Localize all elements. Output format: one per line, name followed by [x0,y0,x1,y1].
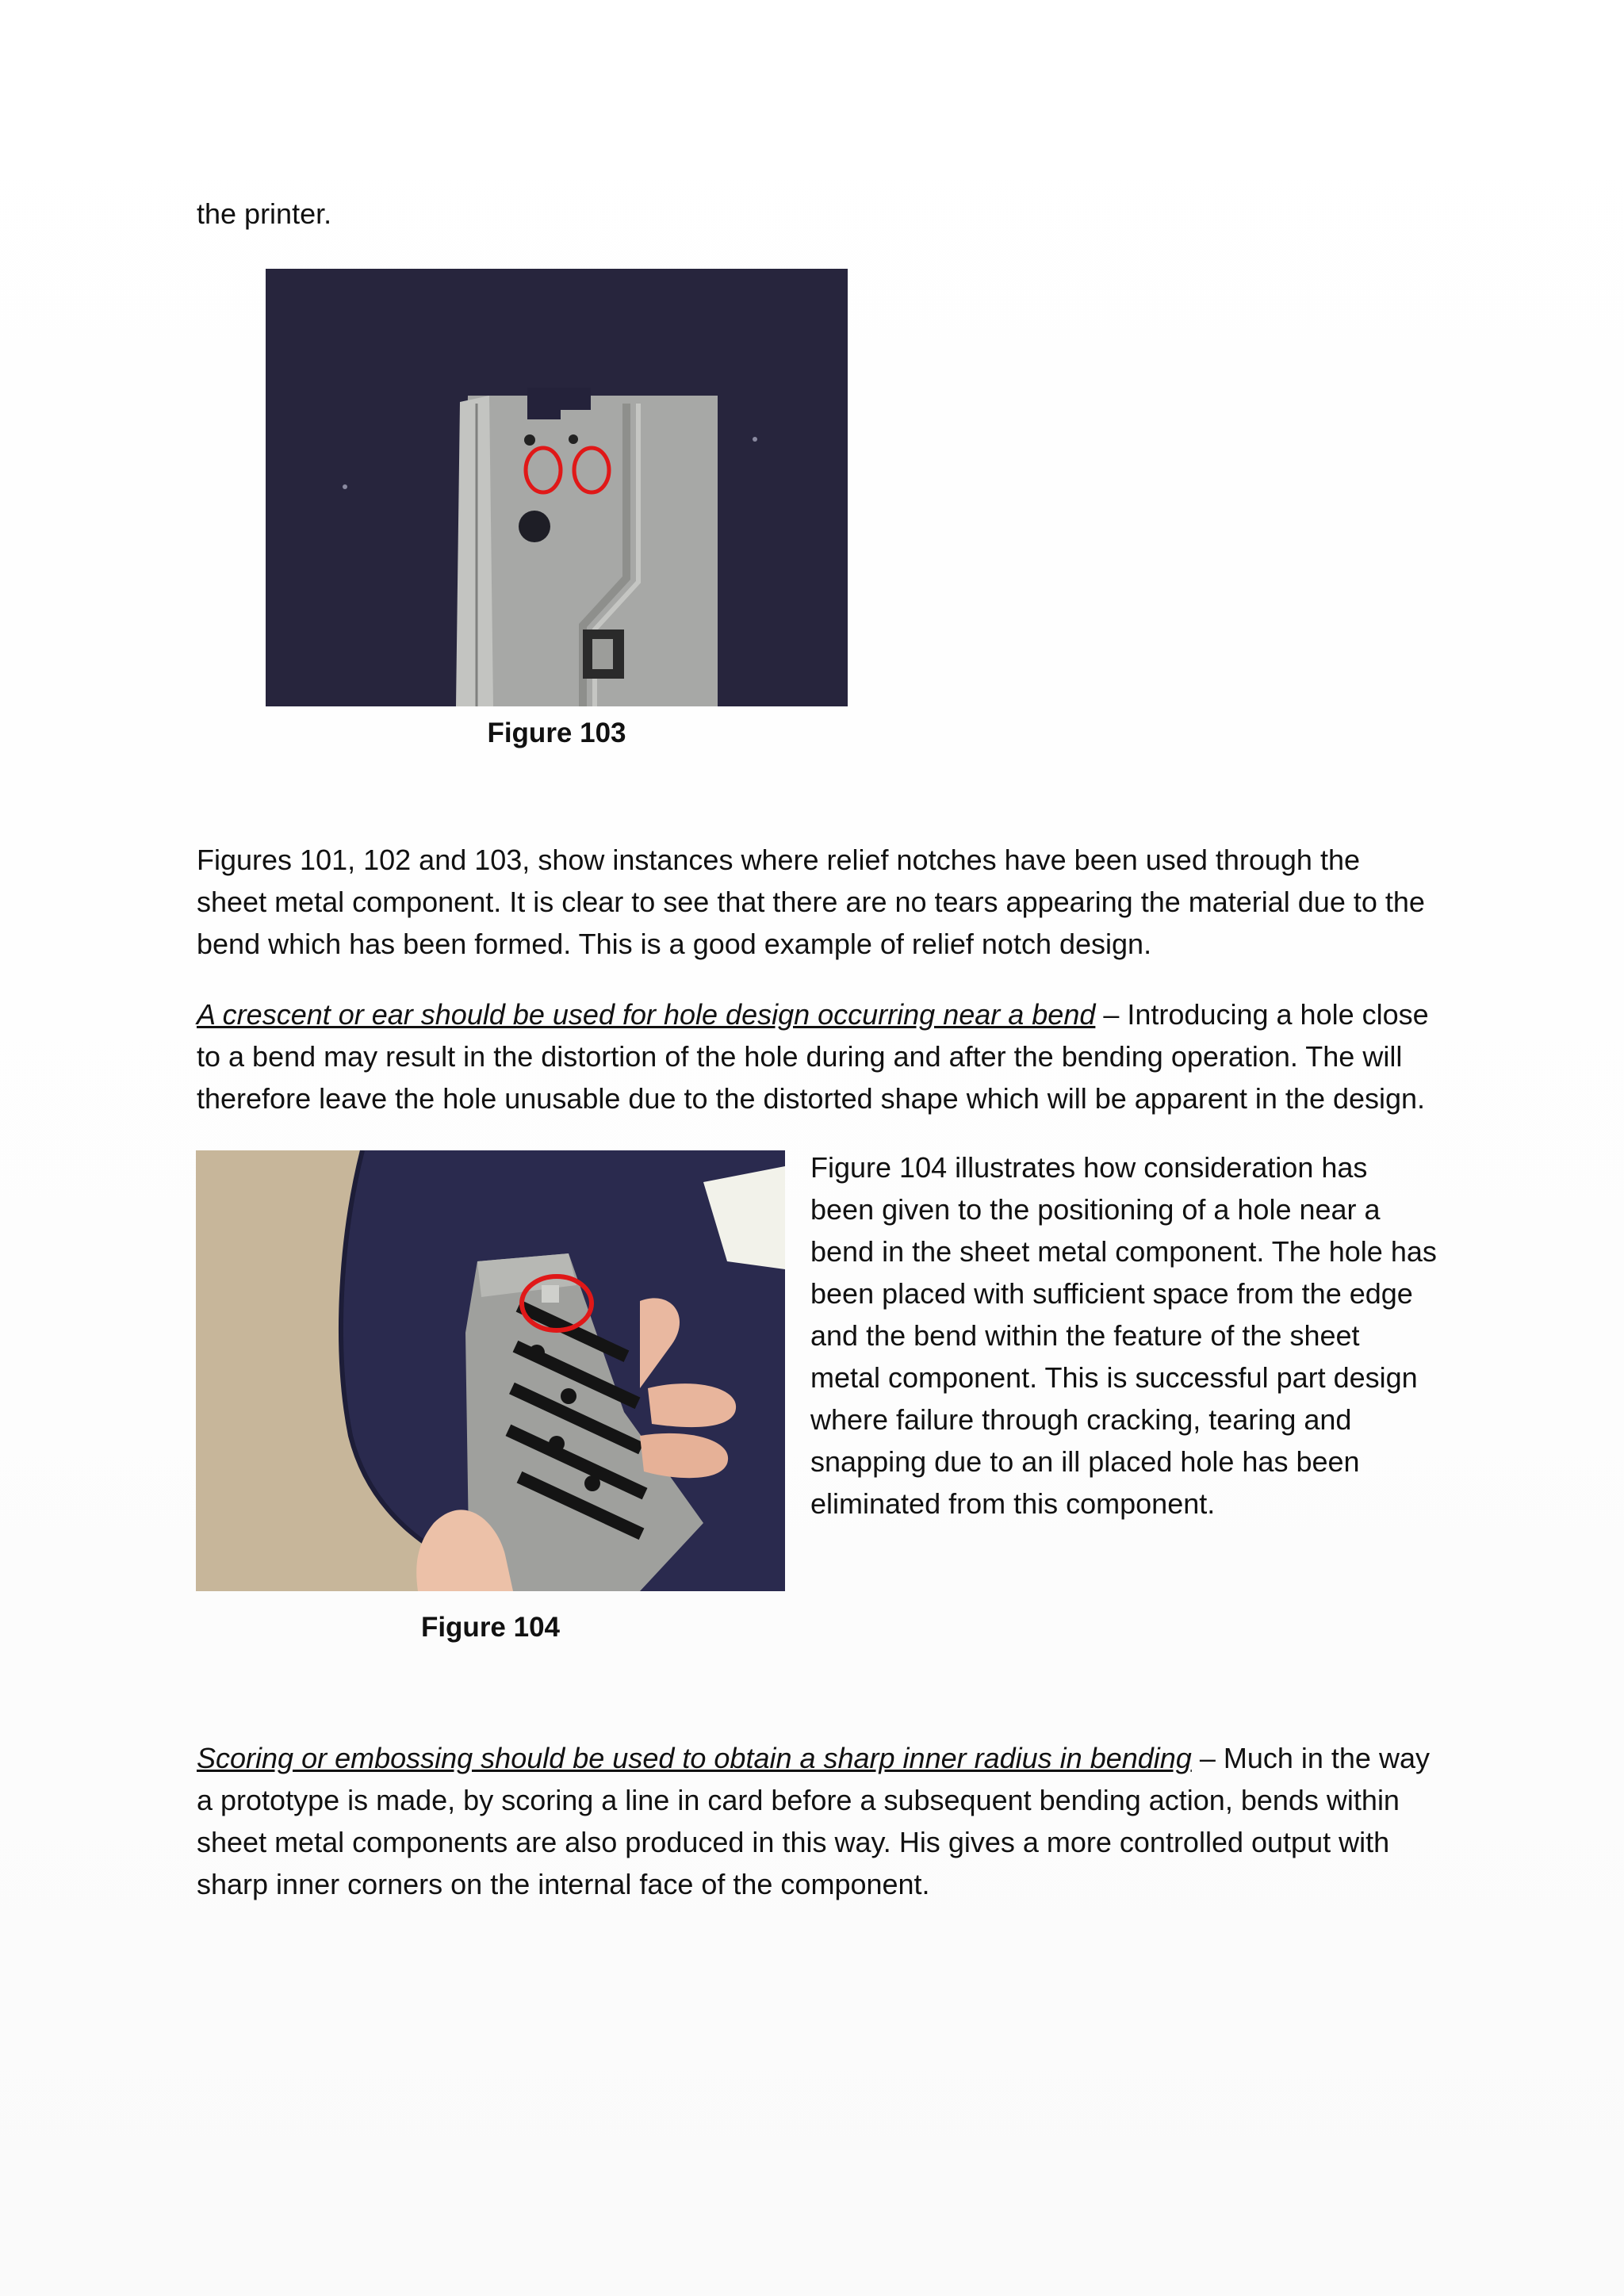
guideline-heading-scoring: Scoring or embossing should be used to obtain a sharp inner radius in bending [197,1742,1192,1774]
guideline-body-scoring: – Much in the way a prototype is made, by scoring a line in card before a subsequent bending action, bends within sheet metal components are also produced in this way. His gives a more controlled output with sharp inner corners on the internal face of the component. [197,1742,1430,1900]
figure-104-description: Figure 104 illustrates how consideration has been given to the positioning of a hole near a bend in the sheet metal component. The hole has been placed with sufficient space from the edge and the bend within the feature of the sheet metal component. This is successful part design where failure through cracking, tearing and snapping due to an ill placed hole has been eliminated from this component. [810,1151,1437,1520]
guideline-body-crescent: – Introducing a hole close to a bend may result in the distortion of the hole during and after the bending operation. The will therefore leave the hole unusable due to the distorted shape which will be apparent in the design. [197,998,1429,1115]
paragraph-hole-near-bend [197,993,1434,1119]
intro-fragment: the printer. [197,197,332,230]
figure-103-caption: Figure 103 [487,718,626,748]
guideline-heading-crescent: A crescent or ear should be used for hole design occurring near a bend [197,998,1096,1031]
figure-104-photo [196,1150,785,1591]
paragraph-relief-notches: Figures 101, 102 and 103, show instances where relief notches have been used through the sheet metal component. It is clear to see that there are no tears appearing the material due to the bend which has been formed. This is a good example of relief notch design. [197,844,1425,960]
figure-104-caption: Figure 104 [420,1612,561,1643]
figure-103-photo [266,269,848,706]
paragraph-scoring-embossing [197,1737,1434,1905]
